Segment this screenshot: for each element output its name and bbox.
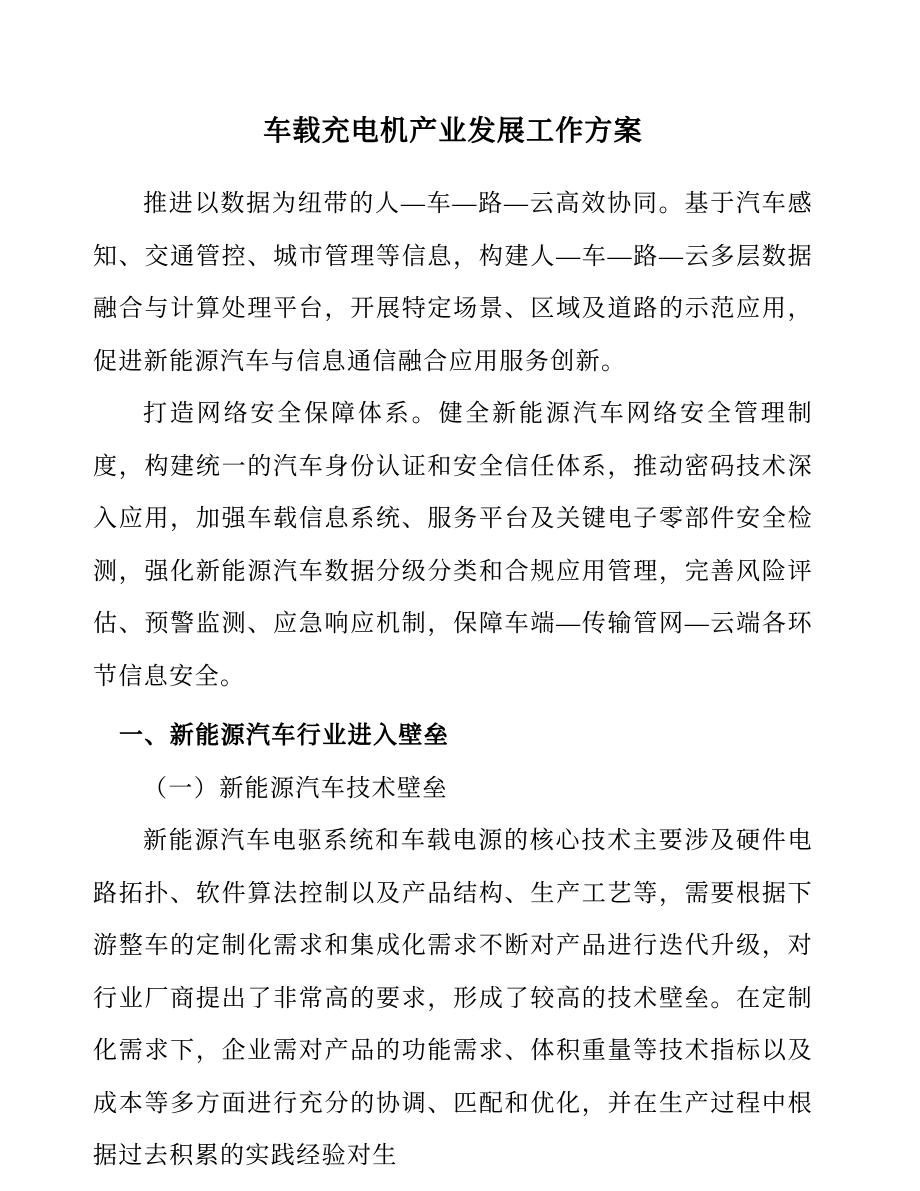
sub-heading-technology-barrier: （一）新能源汽车技术壁垒 bbox=[143, 775, 448, 802]
page-title: 车载充电机产业发展工作方案 bbox=[263, 116, 643, 147]
paragraph-network-security: 打造网络安全保障体系。健全新能源汽车网络安全管理制度，构建统一的汽车身份认证和安全信任体系，推动密码技术深入应用，加强车载信息系统、服务平台及关键电子零部件安全检测，强化新能源汽车数据分级分类和合规应用管理，完善风险评估、预警监测、应急响应机制，保障车端—传输管网—云端各环节信息安全。 bbox=[93, 401, 813, 690]
paragraph-technology-barrier-body: 新能源汽车电驱系统和车载电源的核心技术主要涉及硬件电路拓扑、软件算法控制以及产品结构、生产工艺等，需要根据下游整车的定制化需求和集成化需求不断对产品进行迭代升级，对行业厂商提出了非常高的要求，形成了较高的技术壁垒。在定制化需求下，企业需对产品的功能需求、体积重量等技术指标以及成本等多方面进行充分的协调、匹配和优化，并在生产过程中根据过去积累的实践经验对生 bbox=[93, 828, 813, 1169]
section-heading-entry-barriers: 一、新能源汽车行业进入壁垒 bbox=[119, 723, 450, 749]
document-content-column bbox=[93, 0, 813, 1183]
paragraph-data-collaboration: 推进以数据为纽带的人—车—路—云高效协同。基于汽车感知、交通管控、城市管理等信息，构建人—车—路—云多层数据融合与计算处理平台，开展特定场景、区域及道路的示范应用，促进新能源汽车与信息通信融合应用服务创新。 bbox=[93, 191, 813, 375]
